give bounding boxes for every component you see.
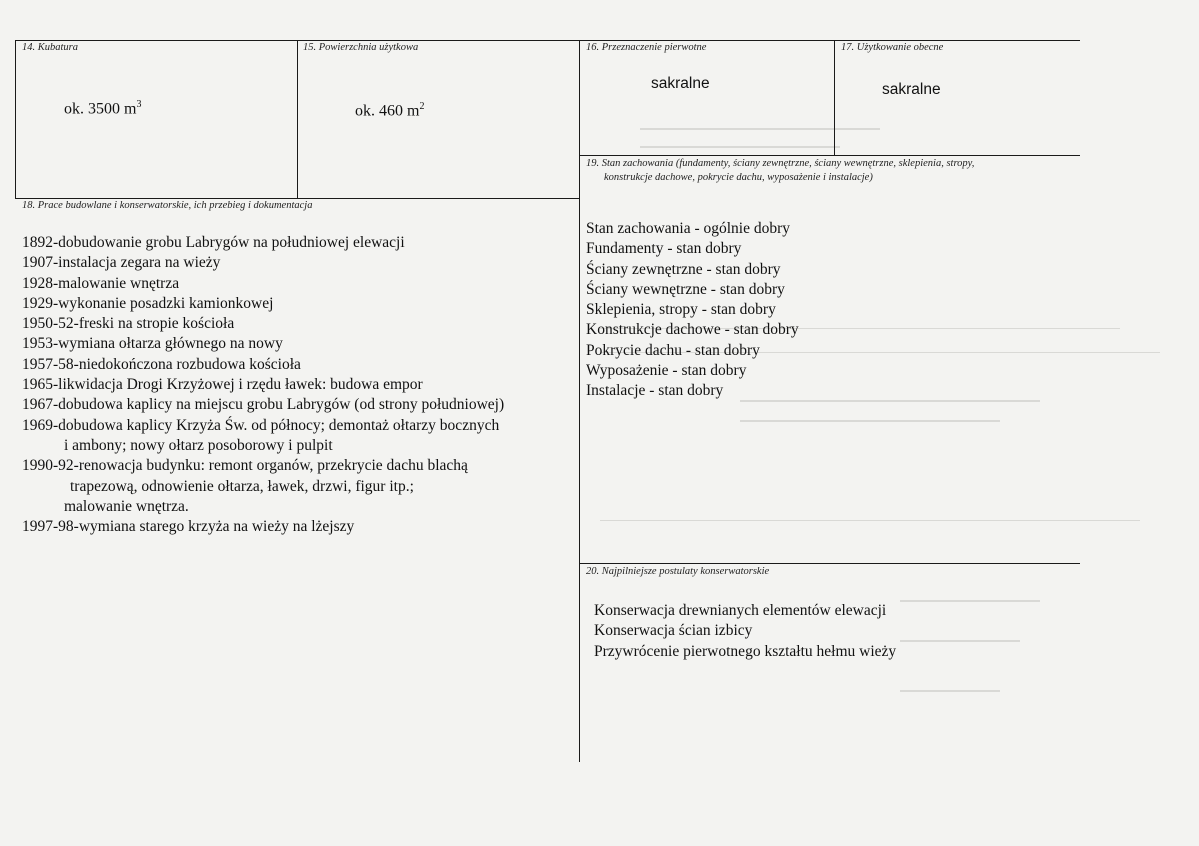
postulat-item: Przywrócenie pierwotnego kształtu hełmu wieży (594, 642, 897, 660)
kubatura-value-text: ok. 3500 m (64, 100, 137, 118)
stan-item: Sklepienia, stropy - stan dobry (586, 301, 776, 319)
bleed-through-mark (900, 640, 1020, 642)
prace-item: 1929-wykonanie posadzki kamionkowej (22, 294, 274, 312)
kubatura-header: 14. Kubatura (22, 42, 79, 53)
grid-line (580, 563, 1080, 564)
uzytkowanie-value: sakralne (882, 81, 941, 98)
prace-item: 1892-dobudowanie grobu Labrygów na południowej elewacji (22, 234, 405, 251)
kubatura-unit-exponent: 3 (136, 99, 142, 110)
stan-item: Pokrycie dachu - stan dobry (586, 341, 760, 359)
bleed-through-mark (600, 520, 1140, 521)
stan-item: Konstrukcje dachowe - stan dobry (586, 321, 799, 339)
prace-item-continuation: malowanie wnętrza. (64, 497, 189, 515)
stan-item: Instalacje - stan dobry (586, 382, 724, 400)
prace-budowlane-header: 18. Prace budowlane i konserwatorskie, ich przebieg i dokumentacja (22, 200, 313, 211)
przeznaczenie-header: 16. Przeznaczenie pierwotne (586, 42, 707, 53)
uzytkowanie-header: 17. Użytkowanie obecne (841, 42, 944, 53)
stan-item: Ściany wewnętrzne - stan dobry (586, 280, 785, 298)
postulaty-header: 20. Najpilniejsze postulaty konserwatorskie (586, 566, 770, 577)
postulaty-list (594, 601, 896, 662)
prace-item: 1950-52-freski na stropie kościoła (22, 315, 235, 333)
grid-line (834, 40, 835, 155)
postulat-item: Konserwacja drewnianych elementów elewacji (594, 602, 887, 619)
stan-zachowania-list (586, 219, 799, 402)
powierzchnia-value (355, 97, 424, 121)
stan-item: Fundamenty - stan dobry (586, 240, 742, 258)
stan-item: Wyposażenie - stan dobry (586, 362, 747, 380)
prace-item: 1967-dobudowa kaplicy na miejscu grobu Labrygów (od strony południowej) (22, 396, 505, 414)
stan-zachowania-header-line2: konstrukcje dachowe, pokrycie dachu, wyposażenie i instalacje) (604, 172, 873, 183)
powierzchnia-value-text: ok. 460 m (355, 102, 420, 120)
prace-item: 1957-58-niedokończona rozbudowa kościoła (22, 355, 301, 373)
prace-item-continuation: trapezową, odnowienie ołtarza, ławek, drzwi, figur itp.; (70, 477, 414, 495)
prace-item: 1953-wymiana ołtarza głównego na nowy (22, 335, 283, 353)
grid-line (579, 40, 580, 762)
kubatura-value (64, 95, 141, 119)
prace-item: 1990-92-renowacja budynku: remont organów, przekrycie dachu blachą (22, 457, 468, 475)
prace-budowlane-list (22, 233, 504, 537)
prace-item-continuation: i ambony; nowy ołtarz posoborowy i pulpit (64, 436, 333, 454)
przeznaczenie-value: sakralne (651, 75, 710, 92)
powierzchnia-header: 15. Powierzchnia użytkowa (303, 42, 419, 53)
stan-zachowania-header: 19. Stan zachowania (fundamenty, ściany zewnętrzne, ściany wewnętrzne, sklepienia, stropy, (586, 158, 975, 169)
powierzchnia-unit-exponent: 2 (419, 101, 425, 112)
bleed-through-mark (900, 600, 1040, 602)
bleed-through-mark (900, 690, 1000, 692)
bleed-through-mark (740, 420, 1000, 422)
bleed-through-mark (640, 146, 840, 148)
bleed-through-mark (640, 128, 880, 130)
grid-line (15, 198, 580, 199)
prace-item: 1965-likwidacja Drogi Krzyżowej i rzędu ławek: budowa empor (22, 376, 423, 394)
grid-line (15, 40, 1080, 41)
grid-line (15, 40, 16, 198)
grid-line (580, 155, 1080, 156)
stan-item: Stan zachowania - ogólnie dobry (586, 220, 791, 237)
grid-line (297, 40, 298, 198)
prace-item: 1907-instalacja zegara na wieży (22, 254, 221, 272)
stan-item: Ściany zewnętrzne - stan dobry (586, 260, 781, 278)
postulat-item: Konserwacja ścian izbicy (594, 622, 753, 640)
prace-item: 1969-dobudowa kaplicy Krzyża Św. od północy; demontaż ołtarzy bocznych (22, 416, 500, 434)
prace-item: 1997-98-wymiana starego krzyża na wieży na lżejszy (22, 518, 355, 536)
prace-item: 1928-malowanie wnętrza (22, 274, 180, 292)
